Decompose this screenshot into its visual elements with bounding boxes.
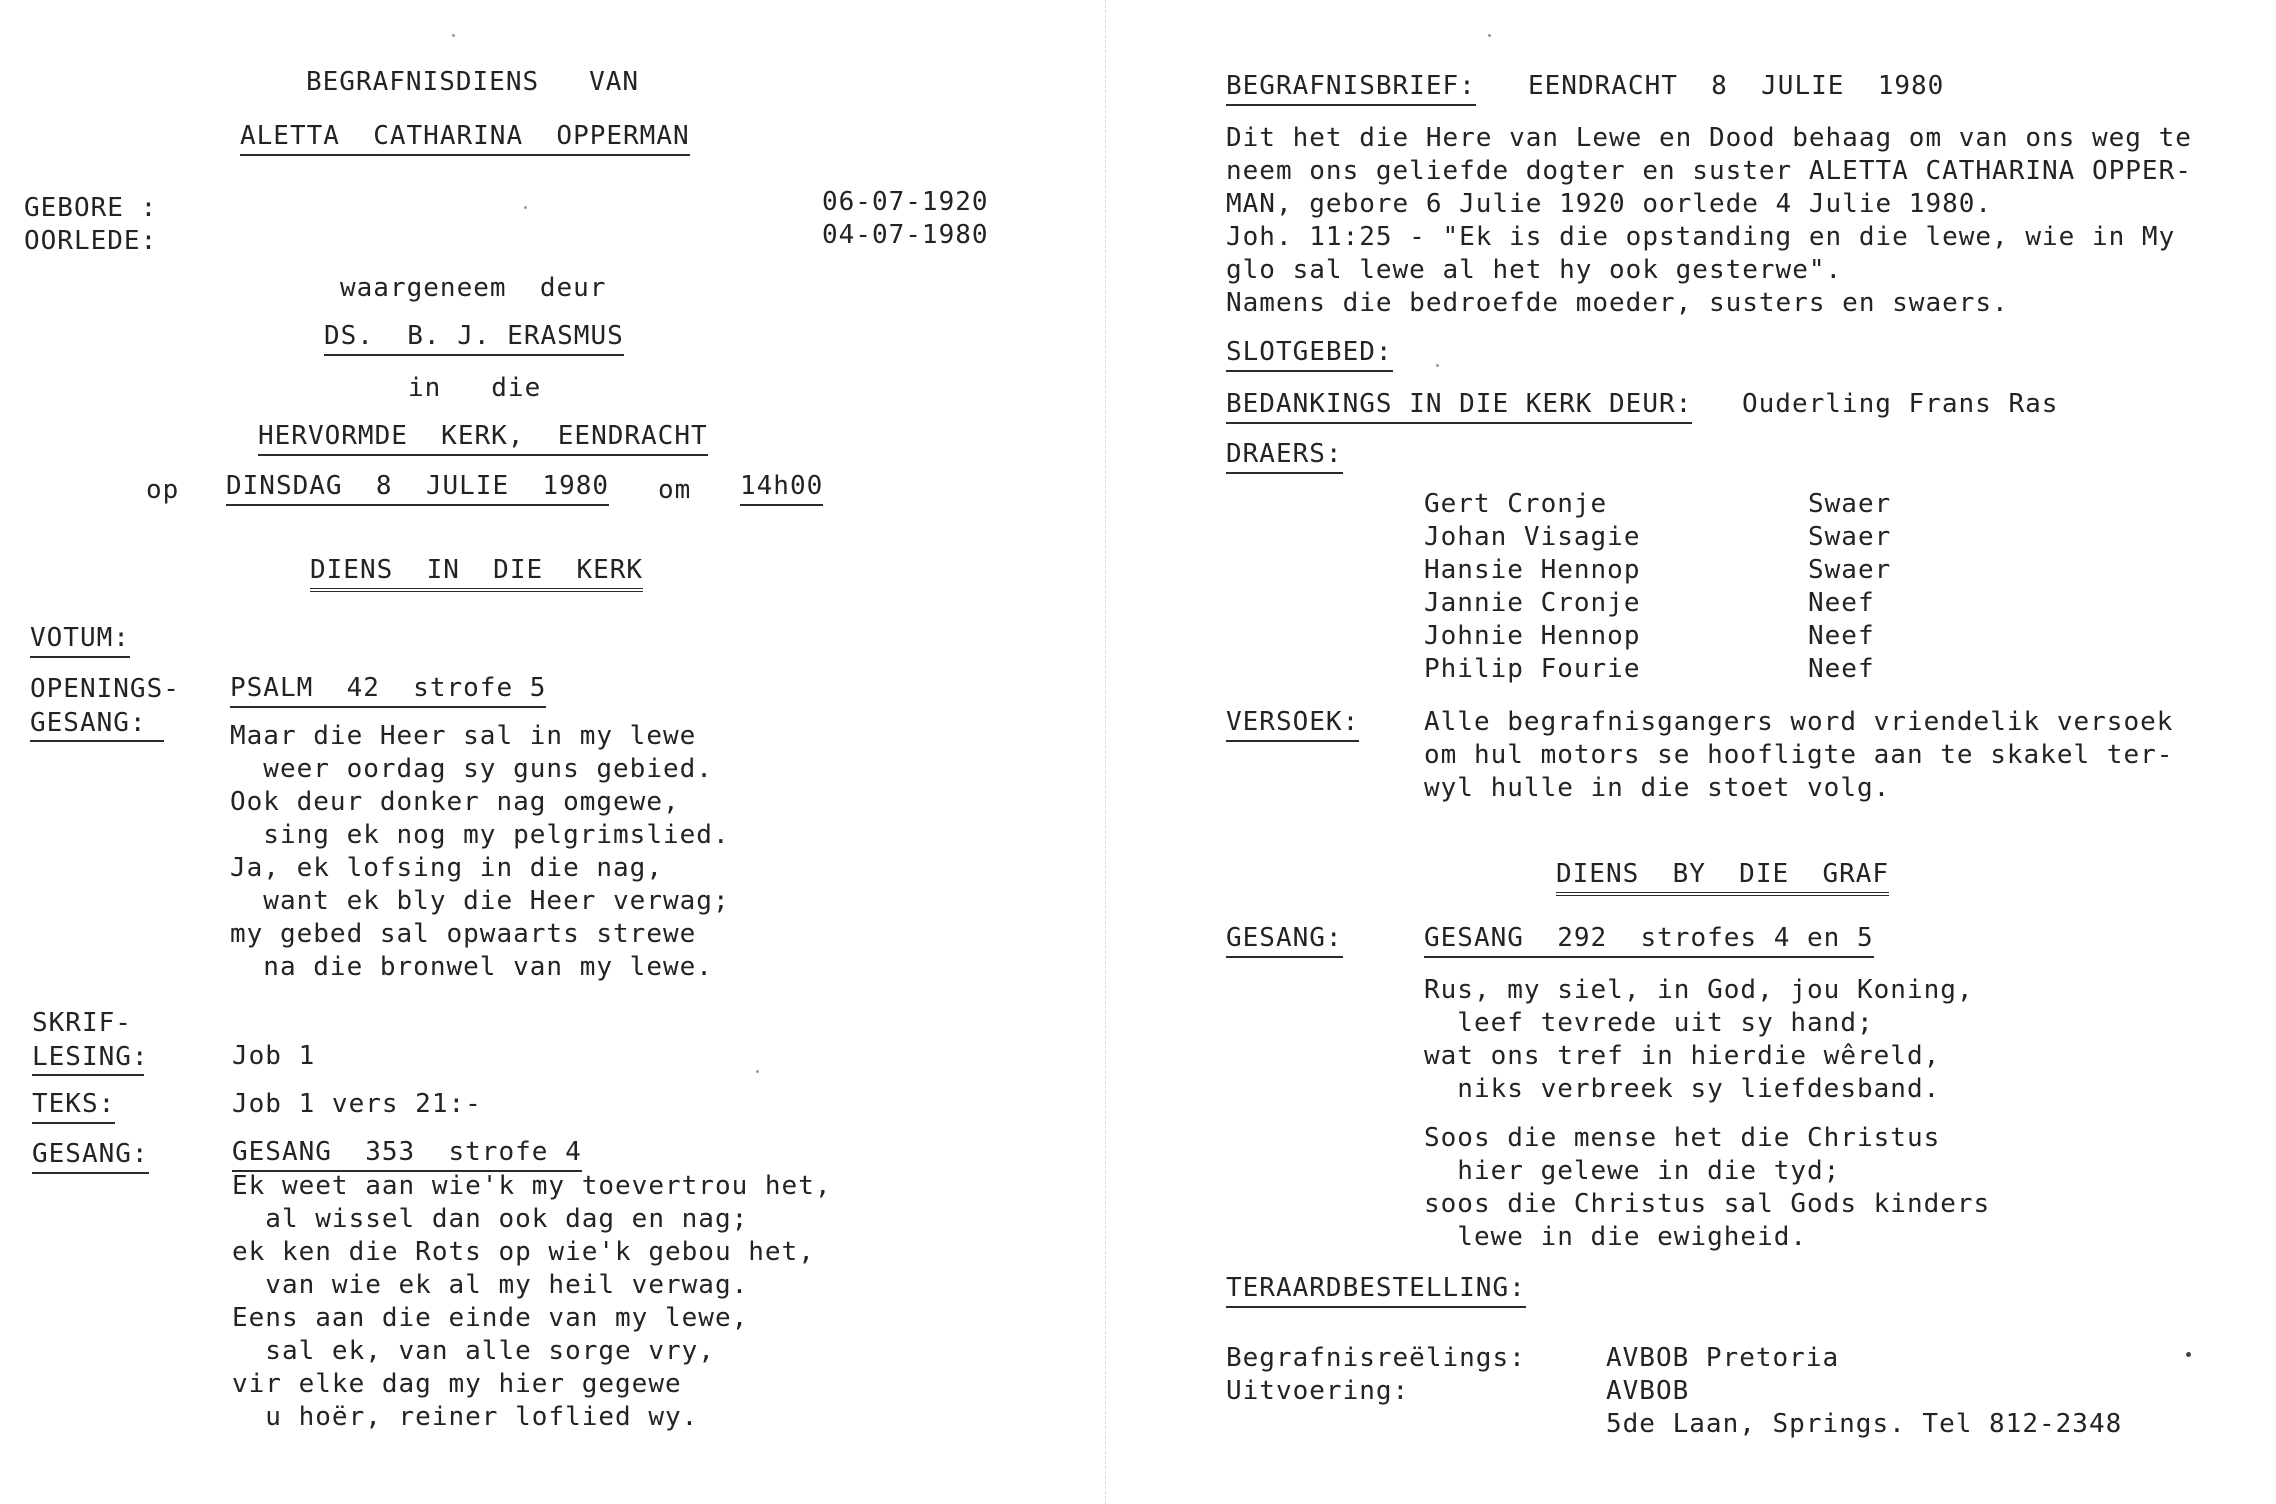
hymn-line: van wie ek al my heil verwag. xyxy=(232,1270,749,1300)
bearer-name: Johnie Hennop xyxy=(1424,621,1641,651)
bearer-name: Hansie Hennop xyxy=(1424,555,1641,585)
bearer-relation: Neef xyxy=(1808,621,1875,651)
in-die-label: in die xyxy=(408,373,542,403)
letter-line: Joh. 11:25 - "Ek is die opstanding en die lewe, wie in My xyxy=(1226,222,2176,252)
letter-line: MAN, gebore 6 Julie 1920 oorlede 4 Julie 1980. xyxy=(1226,189,1993,219)
bearer-name: Jannie Cronje xyxy=(1424,588,1641,618)
text-label: TEKS: xyxy=(32,1088,115,1124)
grave-hymn-line: lewe in die ewigheid. xyxy=(1424,1222,1808,1252)
psalm-line: Ook deur donker nag omgewe, xyxy=(230,787,680,817)
letter-place-date: EENDRACHT 8 JULIE 1980 xyxy=(1528,71,1945,101)
hymn-line: vir elke dag my hier gegewe xyxy=(232,1369,682,1399)
page-fold-line xyxy=(1105,0,1107,1504)
hymn-reference: GESANG 353 strofe 4 xyxy=(232,1136,582,1172)
church-name: HERVORMDE KERK, EENDRACHT xyxy=(258,420,708,456)
scan-speck xyxy=(756,1070,759,1073)
bearer-name: Philip Fourie xyxy=(1424,654,1641,684)
grave-hymn-line: leef tevrede uit sy hand; xyxy=(1424,1008,1874,1038)
died-label: OORLEDE: xyxy=(24,226,158,256)
arrangements-value: AVBOB Pretoria xyxy=(1606,1343,1840,1373)
address-phone: 5de Laan, Springs. Tel 812-2348 xyxy=(1606,1409,2123,1439)
grave-hymn-line: soos die Christus sal Gods kinders xyxy=(1424,1189,1991,1219)
text-value: Job 1 vers 21:- xyxy=(232,1089,482,1119)
psalm-line: sing ek nog my pelgrimslied. xyxy=(230,820,730,850)
bearers-label: DRAERS: xyxy=(1226,438,1343,474)
born-date: 06-07-1920 xyxy=(822,187,989,217)
grave-hymn-line: Soos die mense het die Christus xyxy=(1424,1123,1941,1153)
thanks-value: Ouderling Frans Ras xyxy=(1742,389,2059,419)
request-label: VERSOEK: xyxy=(1226,706,1359,742)
grave-hymn-label: GESANG: xyxy=(1226,922,1343,958)
bearer-name: Gert Cronje xyxy=(1424,489,1608,519)
request-line: Alle begrafnisgangers word vriendelik versoek xyxy=(1424,707,2174,737)
grave-hymn-stanza-1 xyxy=(1424,974,1974,1106)
grave-hymn-reference: GESANG 292 strofes 4 en 5 xyxy=(1424,922,1874,958)
reading-label-underline xyxy=(32,1074,144,1076)
bearer-relation: Swaer xyxy=(1808,522,1892,552)
op-label: op xyxy=(146,475,180,505)
letter-line: glo sal lewe al het hy ook gesterwe". xyxy=(1226,255,1843,285)
hymn-line: ek ken die Rots op wie'k gebou het, xyxy=(232,1237,815,1267)
grave-hymn-line: niks verbreek sy liefdesband. xyxy=(1424,1074,1941,1104)
hymn-line: Eens aan die einde van my lewe, xyxy=(232,1303,749,1333)
bearer-relation: Swaer xyxy=(1808,489,1892,519)
grave-hymn-line: Rus, my siel, in God, jou Koning, xyxy=(1424,975,1974,1005)
letter-line: Namens die bedroefde moeder, susters en swaers. xyxy=(1226,288,2009,318)
psalm-reference: PSALM 42 strofe 5 xyxy=(230,672,546,708)
scan-speck xyxy=(452,34,455,37)
service-time: 14h00 xyxy=(740,470,823,506)
church-service-heading: DIENS IN DIE KERK xyxy=(310,554,643,592)
hymn-verse xyxy=(232,1170,832,1434)
minister-name: DS. B. J. ERASMUS xyxy=(324,320,624,356)
grave-hymn-stanza-2 xyxy=(1424,1122,1990,1254)
scan-speck xyxy=(524,206,527,209)
hymn-line: al wissel dan ook dag en nag; xyxy=(232,1204,749,1234)
burial-label: TERAARDBESTELLING: xyxy=(1226,1272,1526,1308)
born-label: GEBORE : xyxy=(24,193,158,223)
request-line: wyl hulle in die stoet volg. xyxy=(1424,773,1891,803)
scan-speck xyxy=(1436,364,1439,367)
hymn-line: sal ek, van alle sorge vry, xyxy=(232,1336,715,1366)
grave-hymn-line: hier gelewe in die tyd; xyxy=(1424,1156,1841,1186)
died-date: 04-07-1980 xyxy=(822,220,989,250)
psalm-line: weer oordag sy guns gebied. xyxy=(230,754,713,784)
service-title: BEGRAFNISDIENS VAN xyxy=(306,67,640,97)
letter-line: neem ons geliefde dogter en suster ALETTA CATHARINA OPPER- xyxy=(1226,156,2192,186)
hymn-line: Ek weet aan wie'k my toevertrou het, xyxy=(232,1171,832,1201)
bearer-name: Johan Visagie xyxy=(1424,522,1641,552)
bearer-relation: Swaer xyxy=(1808,555,1892,585)
opening-label-underline xyxy=(30,740,164,742)
psalm-line: want ek bly die Heer verwag; xyxy=(230,886,730,916)
letter-label: BEGRAFNISBRIEF: xyxy=(1226,70,1476,106)
reading-value: Job 1 xyxy=(232,1041,316,1071)
officiated-by-label: waargeneem deur xyxy=(340,273,607,303)
reading-label: SKRIF- LESING: xyxy=(32,1008,149,1072)
graveside-service-heading: DIENS BY DIE GRAF xyxy=(1556,858,1889,896)
grave-hymn-line: wat ons tref in hierdie wêreld, xyxy=(1424,1041,1941,1071)
execution-value: AVBOB xyxy=(1606,1376,1690,1406)
votum-label: VOTUM: xyxy=(30,622,130,658)
psalm-line: Maar die Heer sal in my lewe xyxy=(230,721,697,751)
letter-body xyxy=(1226,122,2192,320)
deceased-name: ALETTA CATHARINA OPPERMAN xyxy=(240,120,690,156)
psalm-line: my gebed sal opwaarts strewe xyxy=(230,919,697,949)
scan-speck xyxy=(1488,34,1491,37)
arrangements-label: Begrafnisreëlings: xyxy=(1226,1343,1526,1373)
hymn-label: GESANG: xyxy=(32,1138,149,1174)
opening-hymn-label: OPENINGS- GESANG: xyxy=(30,674,180,738)
letter-line: Dit het die Here van Lewe en Dood behaag om van ons weg te xyxy=(1226,123,2192,153)
request-line: om hul motors se hoofligte aan te skakel ter- xyxy=(1424,740,2174,770)
execution-label: Uitvoering: xyxy=(1226,1376,1410,1406)
scan-speck xyxy=(2186,1352,2191,1357)
hymn-line: u hoër, reiner loflied wy. xyxy=(232,1402,699,1432)
closing-prayer-label: SLOTGEBED: xyxy=(1226,336,1393,372)
bearer-relation: Neef xyxy=(1808,588,1875,618)
request-text xyxy=(1424,706,2173,805)
psalm-line: na die bronwel van my lewe. xyxy=(230,952,713,982)
service-date: DINSDAG 8 JULIE 1980 xyxy=(226,470,609,506)
om-label: om xyxy=(658,475,692,505)
thanks-label: BEDANKINGS IN DIE KERK DEUR: xyxy=(1226,388,1692,424)
psalm-line: Ja, ek lofsing in die nag, xyxy=(230,853,663,883)
psalm-verse xyxy=(230,720,730,984)
bearer-relation: Neef xyxy=(1808,654,1875,684)
